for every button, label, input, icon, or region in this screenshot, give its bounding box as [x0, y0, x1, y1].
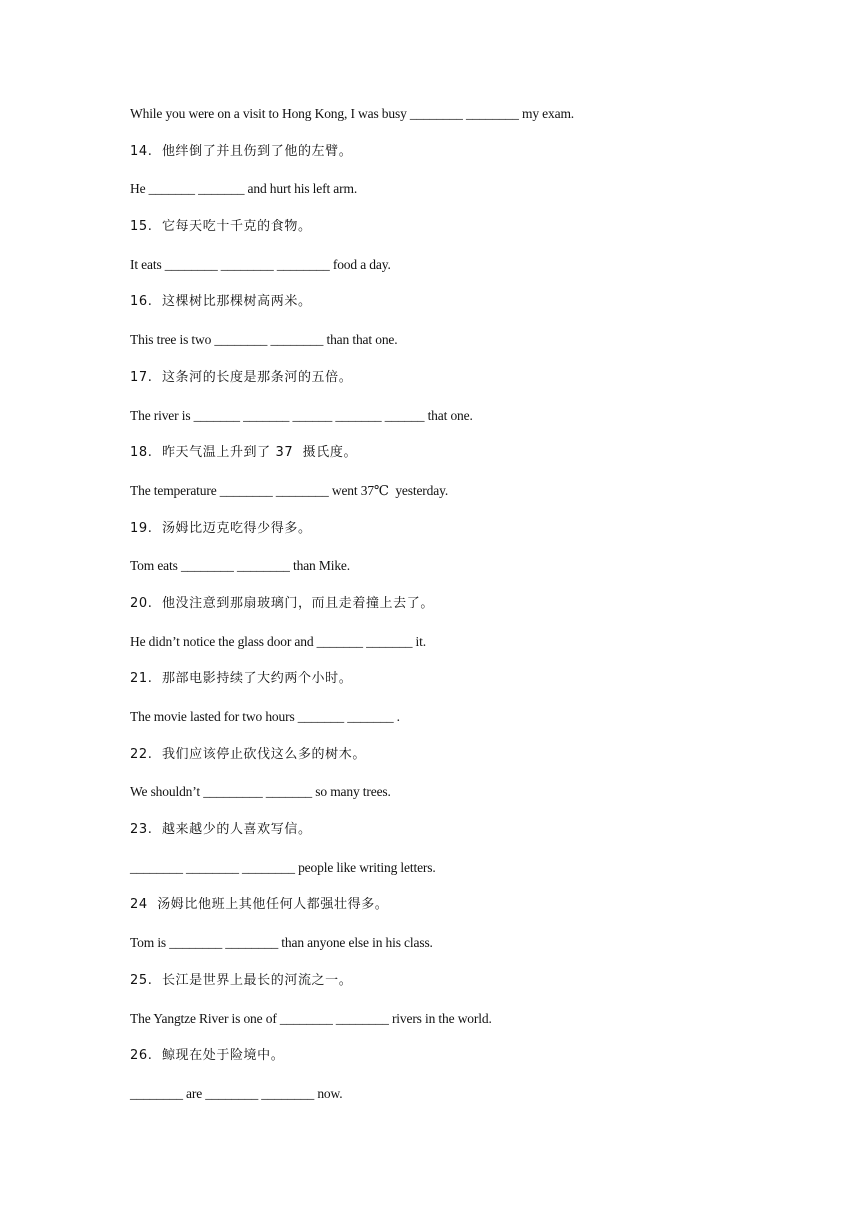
- question-19-prompt: 19. 汤姆比迈克吃得少得多。: [130, 520, 312, 536]
- answer-line-13: While you were on a visit to Hong Kong, I was busy ________ ________ my exam.: [130, 106, 575, 121]
- answer-line-19: Tom eats ________ ________ than Mike.: [130, 558, 350, 574]
- answer-line-23: ________ ________ ________ people like writing letters.: [130, 859, 436, 875]
- question-20-prompt: 20. 他没注意到那扇玻璃门，而且走着撞上去了。: [130, 595, 434, 611]
- answer-line-21: The movie lasted for two hours _______ _______ .: [130, 709, 400, 724]
- answer-line-26: ________ are ________ ________ now.: [130, 1085, 343, 1101]
- question-17-prompt: 17. 这条河的长度是那条河的五倍。: [130, 369, 353, 385]
- question-21-prompt: 21. 那部电影持续了大约两个小时。: [130, 671, 353, 687]
- answer-line-18: The temperature ________ ________ went 37℃ yesterday.: [130, 482, 449, 498]
- answer-line-14: He _______ _______ and hurt his left arm.: [130, 181, 358, 197]
- question-16-prompt: 16. 这棵树比那棵树高两米。: [130, 294, 312, 310]
- question-15-prompt: 15. 它每天吃十千克的食物。: [130, 219, 312, 235]
- question-23-prompt: 23. 越来越少的人喜欢写信。: [130, 822, 312, 838]
- question-14-prompt: 14. 他绊倒了并且伤到了他的左臂。: [130, 143, 353, 159]
- answer-line-20: He didn’t notice the glass door and _______ _______ it.: [130, 633, 426, 649]
- answer-line-17: The river is _______ _______ ______ _______ ______ that one.: [130, 407, 473, 423]
- worksheet-page: [130, 103, 770, 1121]
- question-22-prompt: 22. 我们应该停止砍伐这么多的树木。: [130, 746, 366, 762]
- question-25-prompt: 25. 长江是世界上最长的河流之一。: [130, 972, 353, 988]
- question-24-prompt: 24 汤姆比他班上其他任何人都强壮得多。: [130, 897, 389, 913]
- answer-line-22: We shouldn’t _________ _______ so many trees.: [130, 784, 391, 800]
- answer-line-25: The Yangtze River is one of ________ ________ rivers in the world.: [130, 1010, 492, 1026]
- question-18-prompt: 18. 昨天气温上升到了 37 摄氏度。: [130, 445, 358, 461]
- answer-line-24: Tom is ________ ________ than anyone else in his class.: [130, 935, 433, 951]
- answer-line-15: It eats ________ ________ ________ food a day.: [130, 256, 391, 272]
- answer-line-16: This tree is two ________ ________ than that one.: [130, 332, 398, 348]
- question-26-prompt: 26. 鲸现在处于险境中。: [130, 1048, 285, 1064]
